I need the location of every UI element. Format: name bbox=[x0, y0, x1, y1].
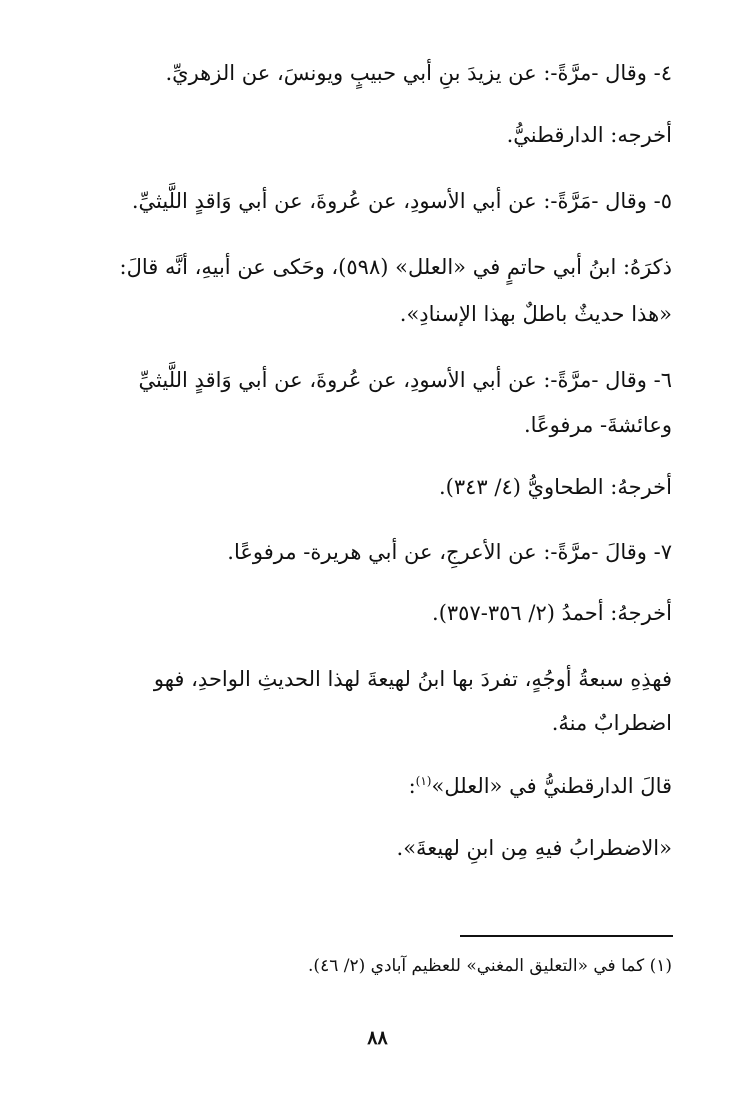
entry-line: «الاضطرابُ فيهِ مِن ابنِ لهيعةَ». bbox=[396, 836, 672, 860]
entry-line: ٦- وقال -مرَّةً-: عن أبي الأسودِ، عن عُروةَ، عن أبي وَاقدٍ اللَّيثيِّ bbox=[138, 368, 672, 392]
entry-line: وعائشةَ- مرفوعًا. bbox=[523, 413, 672, 437]
entry-line: أخرجه: الدارقطنيُّ. bbox=[506, 123, 672, 147]
entry-line: فهذِهِ سبعةُ أوجُهٍ، تفردَ بها ابنُ لهيعةَ لهذا الحديثِ الواحدِ، فهو bbox=[153, 667, 672, 691]
quote-intro-colon: : bbox=[408, 774, 416, 798]
entry-line: أخرجهُ: أحمدُ (٢/ ٣٥٦-٣٥٧). bbox=[432, 601, 672, 625]
footnote-divider bbox=[460, 935, 673, 937]
entry-line: ٥- وقال -مَرَّةً-: عن أبي الأسودِ، عن عُروةَ، عن أبي وَاقدٍ اللَّيثيِّ. bbox=[131, 189, 672, 213]
quote-intro: قالَ الدارقطنيُّ في «العلل» bbox=[431, 774, 672, 798]
entry-line: اضطرابٌ منهُ. bbox=[551, 711, 672, 735]
entry-line: ٤- وقال -مرَّةً-: عن يزيدَ بنِ أبي حبيبٍ ويونسَ، عن الزهريِّ. bbox=[165, 61, 672, 85]
page-number: ٨٨ bbox=[367, 1027, 388, 1049]
entry-line: ٧- وقالَ -مرَّةً-: عن الأعرجِ، عن أبي هريرة- مرفوعًا. bbox=[227, 540, 672, 564]
footnote-text: (١) كما في «التعليق المغني» للعظيم آبادي (٢/ ٤٦). bbox=[308, 956, 672, 976]
entry-line: «هذا حديثٌ باطلٌ بهذا الإسنادِ». bbox=[399, 302, 672, 326]
footnote-marker: (١) bbox=[415, 774, 432, 788]
entry-line: أخرجهُ: الطحاويُّ (٤/ ٣٤٣). bbox=[438, 475, 672, 499]
entry-line: ذكرَهُ: ابنُ أبي حاتمٍ في «العلل» (٥٩٨)، وحَكى عن أبيهِ، أنَّه قالَ: bbox=[119, 255, 672, 279]
entry-line bbox=[72, 771, 672, 801]
